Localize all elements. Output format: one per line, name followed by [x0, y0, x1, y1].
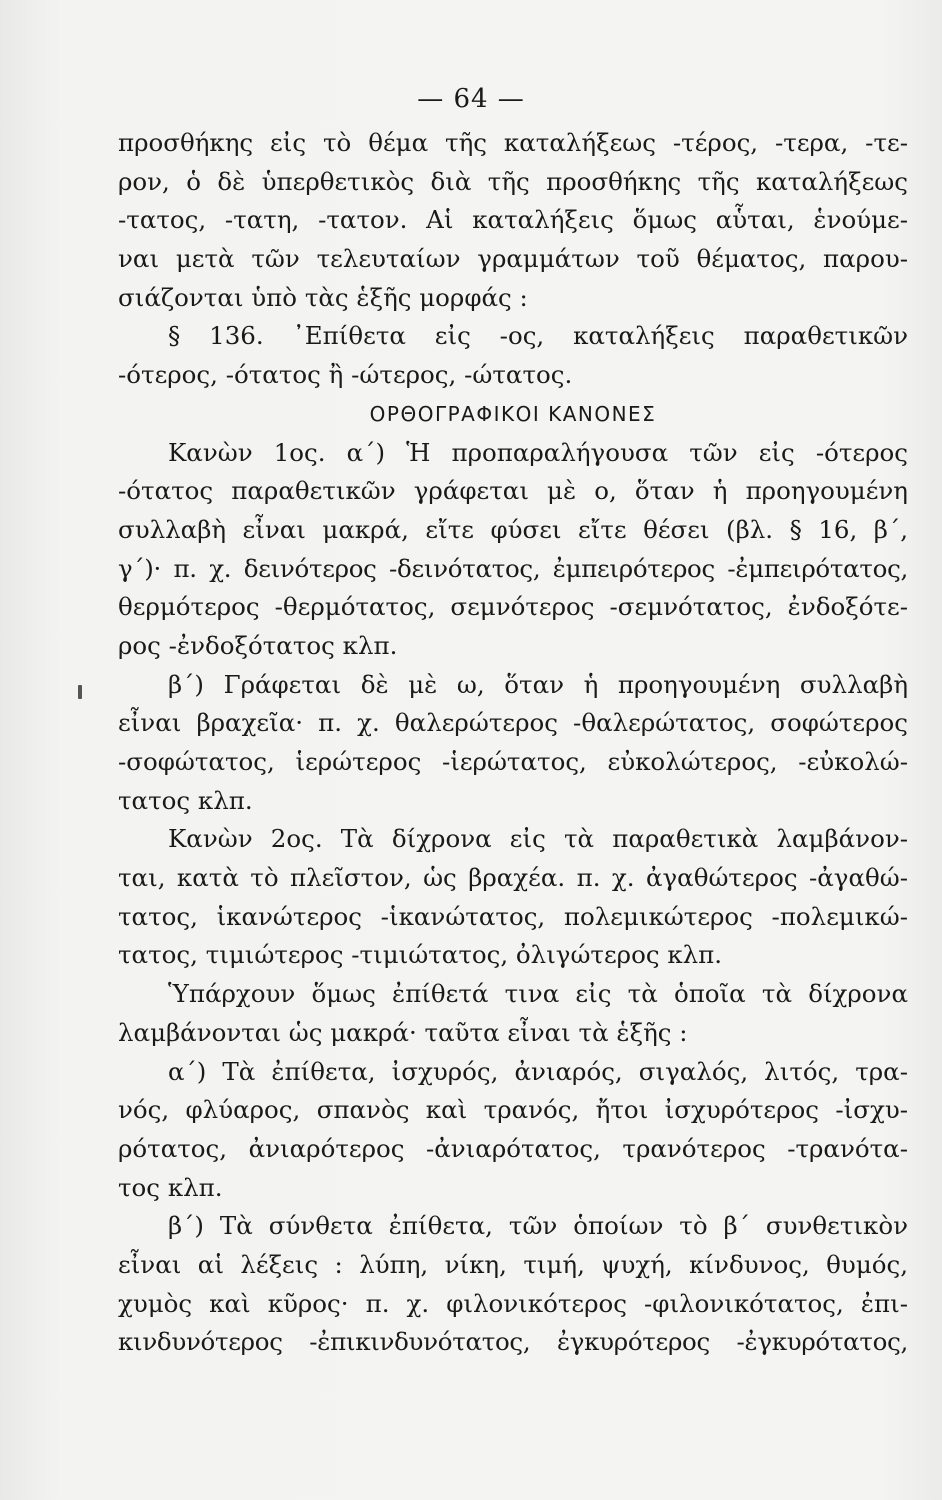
text-line: κινδυνότερος -ἐπικινδυνότατος, ἐγκυρότερος -ἐγκυρότατος, — [118, 1327, 908, 1357]
text-line: Ὑπάρχουν ὅμως ἐπίθετά τινα εἰς τὰ ὁποῖα τὰ δίχρονα — [168, 979, 908, 1009]
text-line: συλλαβὴ εἶναι μακρά, εἴτε φύσει εἴτε θέσει (βλ. § 16, β΄, — [118, 514, 908, 544]
text-line: -σοφώτατος, ἱερώτερος -ἱερώτατος, εὐκολώτερος, -εὐκολώ- — [118, 747, 908, 776]
text-line: -ότατος παραθετικῶν γράφεται μὲ ο, ὅταν ἡ προηγουμένη — [118, 476, 908, 506]
text-line: -ότερος, -ότατος ἢ -ώτερος, -ώτατος. — [118, 360, 573, 390]
text-line: ρον, ὁ δὲ ὑπερθετικὸς διὰ τῆς προσθήκης τῆς καταλήξεως — [118, 166, 908, 196]
text-line: ρότατος, ἀνιαρότερος -ἀνιαρότατος, τρανότερος -τρανότα- — [118, 1133, 908, 1163]
text-line: Κανὼν 2ος. Τὰ δίχρονα εἰς τὰ παραθετικὰ λαμβάνον- — [168, 824, 908, 854]
margin-mark — [78, 685, 82, 699]
text-line: νός, φλύαρος, σπανὸς καὶ τρανός, ἤτοι ἰσχυρότερος -ἰσχυ- — [118, 1095, 908, 1125]
text-line: Κανὼν 1ος. α΄) Ἡ προπαραλήγουσα τῶν εἰς -ότερος — [168, 437, 908, 467]
text-line: -τατος, -τατη, -τατον. Αἱ καταλήξεις ὅμως αὗται, ἑνούμε- — [118, 205, 908, 235]
text-line: § 136. ᾿Επίθετα εἰς -ος, καταλήξεις παραθετικῶν — [168, 321, 908, 351]
text-line: τατος, τιμιώτερος -τιμιώτατος, ὀλιγώτερος κλπ. — [118, 940, 723, 970]
page-number: — 64 — — [417, 84, 525, 114]
text-line: β΄) Τὰ σύνθετα ἐπίθετα, τῶν ὁποίων τὸ β΄ συνθετικὸν — [168, 1211, 908, 1241]
text-line: α΄) Τὰ ἐπίθετα, ἰσχυρός, ἀνιαρός, σιγαλός, λιτός, τρα- — [168, 1056, 908, 1086]
text-line: τος κλπ. — [118, 1172, 223, 1202]
text-line: λαμβάνονται ὡς μακρά· ταῦτα εἶναι τὰ ἑξῆς : — [118, 1017, 688, 1047]
text-line: ρος -ἐνδοξότατος κλπ. — [118, 630, 398, 660]
text-line: ται, κατὰ τὸ πλεῖστον, ὡς βραχέα. π. χ. ἀγαθώτερος -ἀγαθώ- — [118, 863, 908, 893]
text-line: εἶναι αἱ λέξεις : λύπη, νίκη, τιμή, ψυχή, κίνδυνος, θυμός, — [118, 1249, 908, 1279]
text-line: τατος, ἱκανώτερος -ἱκανώτατος, πολεμικώτερος -πολεμικώ- — [118, 901, 908, 931]
text-line: εἶναι βραχεῖα· π. χ. θαλερώτερος -θαλερώτατος, σοφώτερος — [118, 708, 908, 738]
text-line: ναι μετὰ τῶν τελευταίων γραμμάτων τοῦ θέματος, παρου- — [118, 244, 908, 274]
text-line: β΄) Γράφεται δὲ μὲ ω, ὅταν ἡ προηγουμένη συλλαβὴ — [168, 669, 908, 699]
text-line: γ΄)· π. χ. δεινότερος -δεινότατος, ἐμπειρότερος -ἐμπειρότατος, — [118, 553, 908, 583]
body-text — [118, 124, 908, 1362]
text-line: θερμότερος -θερμότατος, σεμνότερος -σεμνότατος, ἐνδοξότε- — [118, 592, 908, 622]
text-line: τατος κλπ. — [118, 785, 253, 815]
text-line: προσθήκης εἰς τὸ θέμα τῆς καταλήξεως -τέρος, -τερα, -τε- — [118, 128, 908, 157]
section-heading: ΟΡΘΟΓΡΑΦΙΚΟΙ ΚΑΝΟΝΕΣ — [369, 401, 657, 426]
text-line: χυμὸς καὶ κῦρος· π. χ. φιλονικότερος -φιλονικότατος, ἐπι- — [118, 1288, 908, 1318]
text-line: σιάζονται ὑπὸ τὰς ἑξῆς μορφάς : — [118, 282, 528, 312]
